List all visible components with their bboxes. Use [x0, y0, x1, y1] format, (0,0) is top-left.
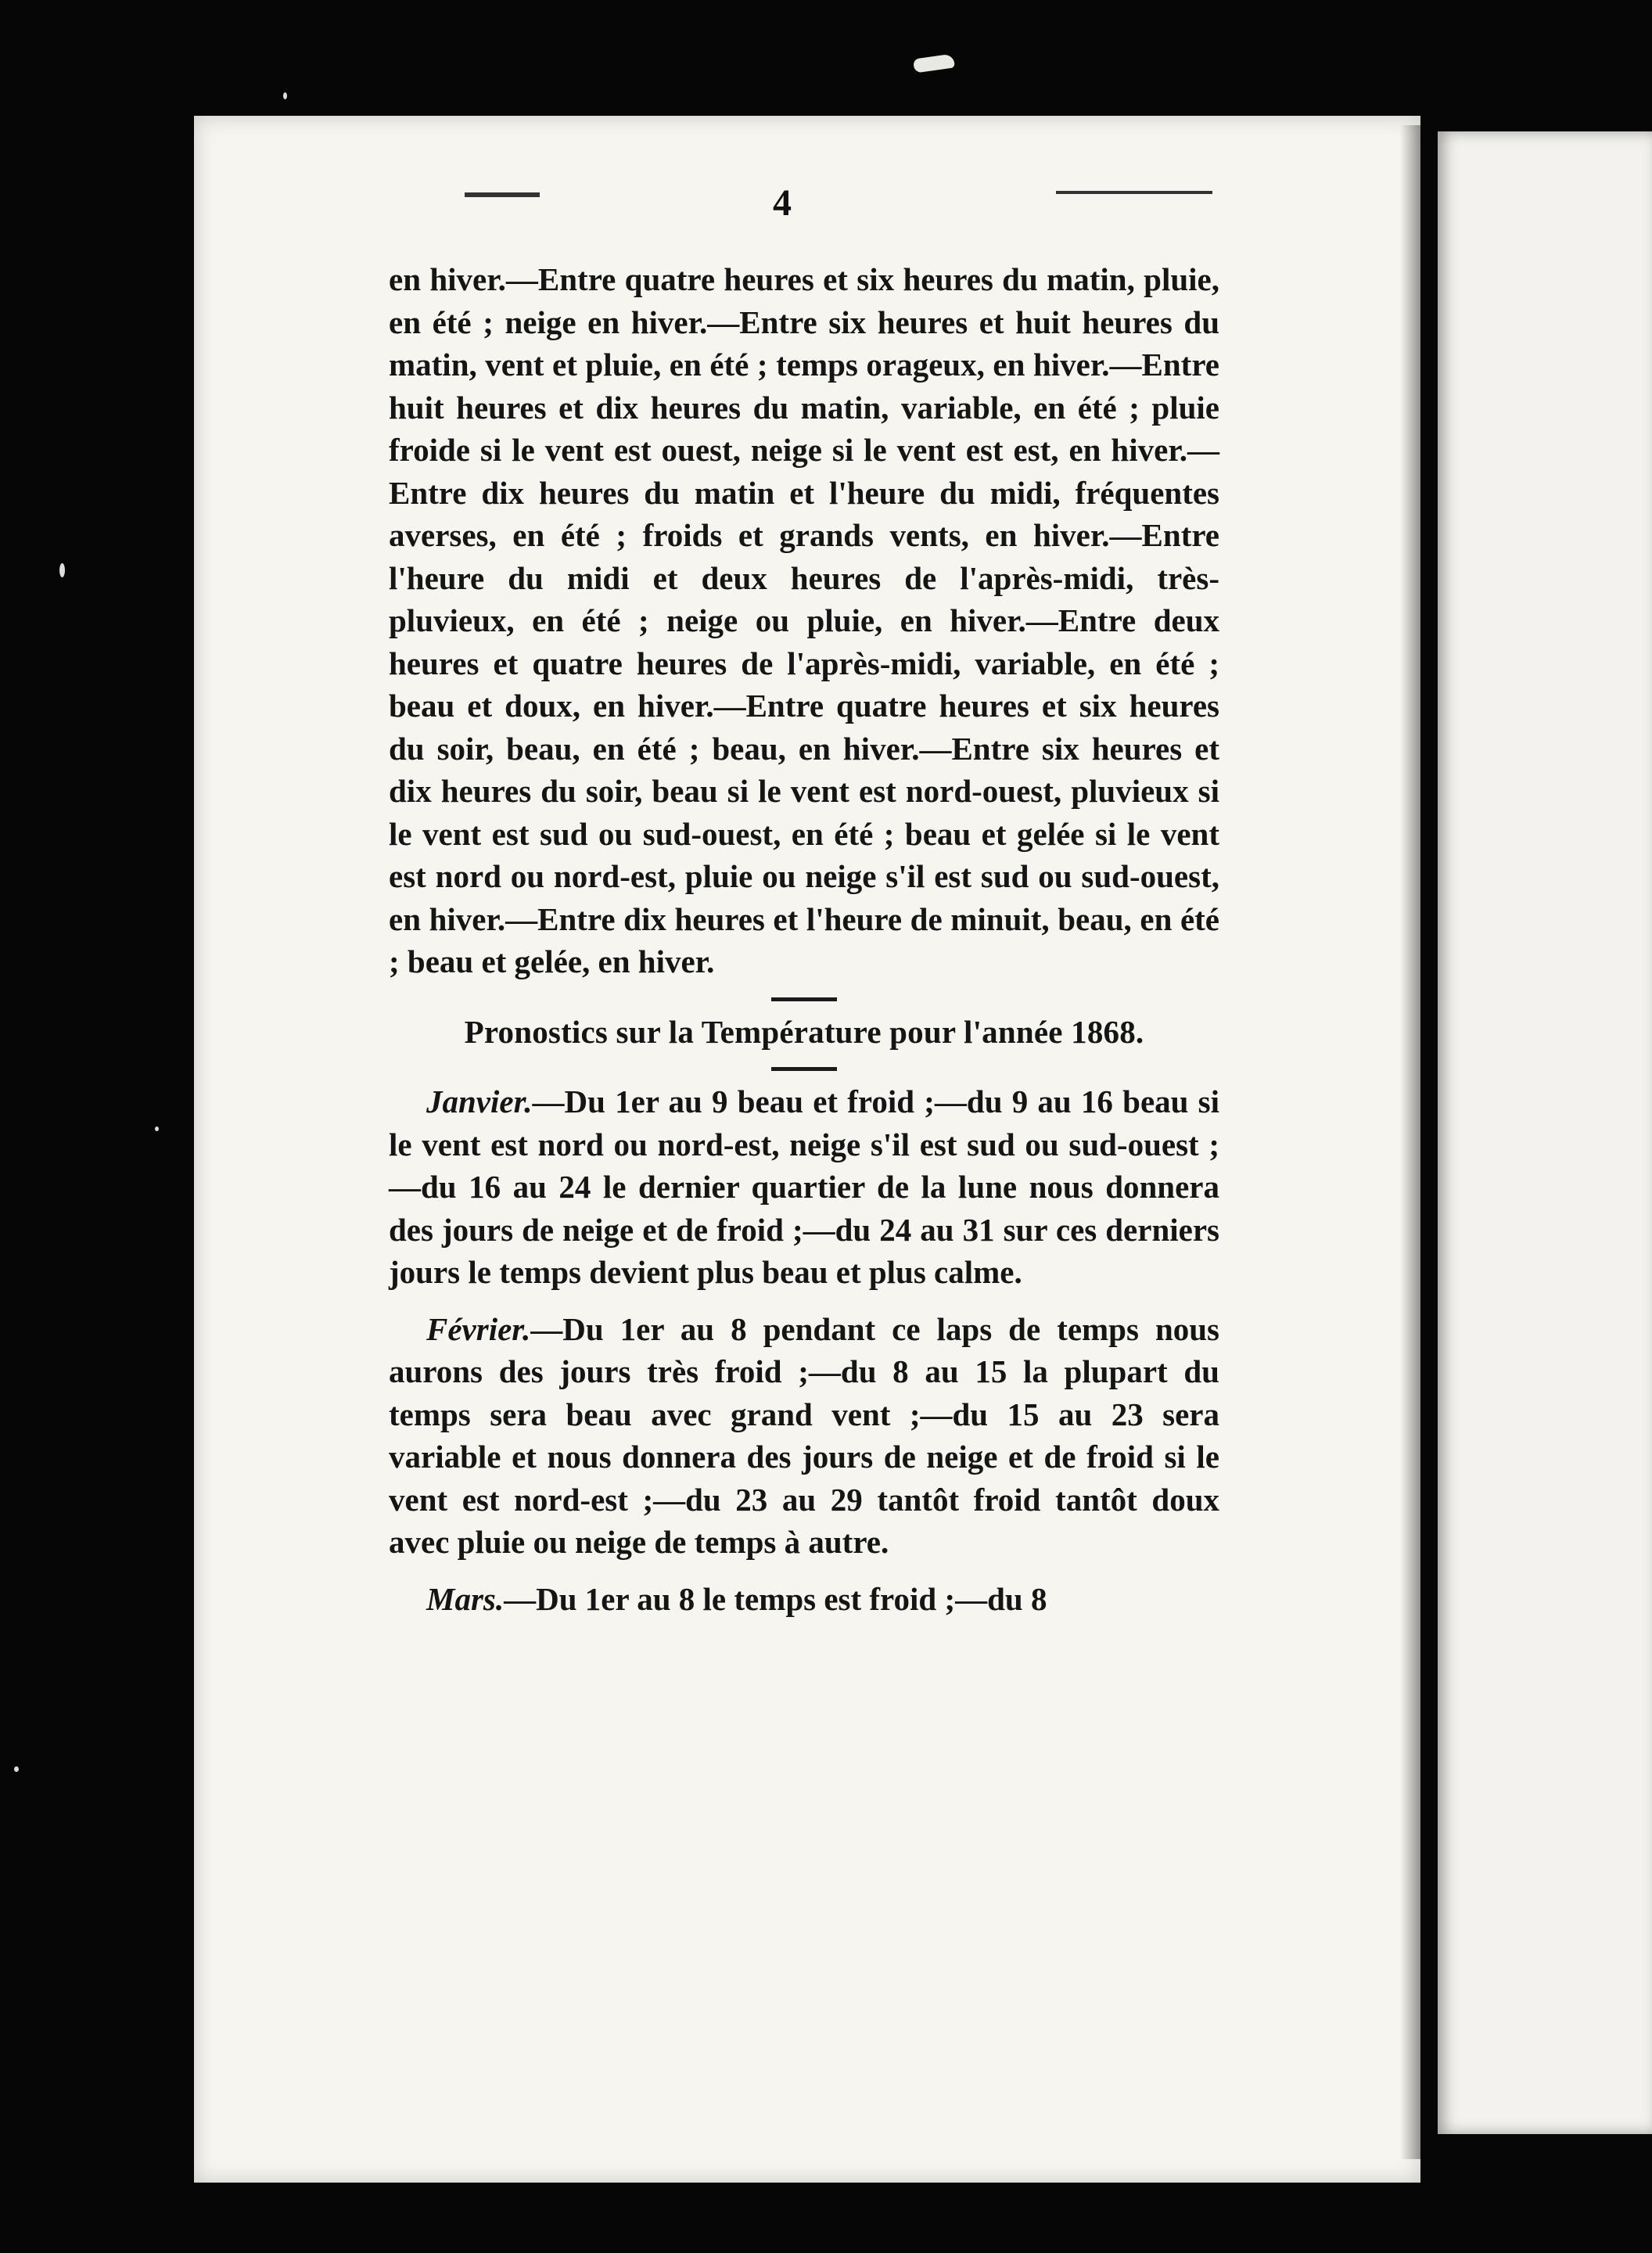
page-gutter-shadow [1400, 125, 1420, 2159]
month-label-fevrier: Février. [426, 1310, 531, 1347]
fevrier-text: —Du 1er au 8 pendant ce laps de temps nous aurons des jours très froid ;—du 8 au 15 la plupart du temps sera beau avec grand vent ;—du 15 au 23 sera variable et nous donnera des jours de neige et de froid si le vent est nord-est ;—du 23 au 29 tantôt froid tantôt doux avec pluie ou neige de temps à autre. [389, 1310, 1219, 1560]
paragraph-mars [389, 1578, 1219, 1621]
scan-speck [155, 1126, 159, 1131]
mars-text: —Du 1er au 8 le temps est froid ;—du 8 [504, 1580, 1047, 1617]
paragraph-fevrier [389, 1308, 1219, 1564]
section-title: Pronostics sur la Température pour l'année 1868. [464, 1013, 1144, 1050]
scan-speck [14, 1766, 19, 1772]
section-rule-top [771, 997, 837, 1001]
header-mark-left [465, 192, 540, 197]
paragraph-gap [389, 1294, 1219, 1308]
page-number: 4 [773, 182, 792, 224]
scan-speck [283, 92, 287, 99]
section-rule-bottom [771, 1067, 837, 1071]
janvier-text: —Du 1er au 9 beau et froid ;—du 9 au 16 beau si le vent est nord ou nord-est, neige s'il est sud ou sud-ouest ;—du 16 au 24 le dernier quartier de la lune nous donnera des jours de neige et de froid ;—du 24 au 31 sur ces derniers jours le temps devient plus beau et plus calme. [389, 1083, 1219, 1290]
main-text-column [389, 258, 1219, 1620]
month-label-janvier: Janvier. [426, 1083, 533, 1119]
month-label-mars: Mars. [426, 1580, 505, 1617]
paragraph-janvier [389, 1080, 1219, 1294]
header-mark-right [1056, 191, 1212, 194]
scan-speck [59, 563, 65, 577]
paragraph-hourly-forecast: en hiver.—Entre quatre heures et six heures du matin, pluie, en été ; neige en hiver.—Entre six heures et huit heures du matin, vent et pluie, en été ; temps orageux, en hiver.—Entre huit heures et dix heures du matin, variable, en été ; pluie froide si le vent est ouest, neige si le vent est est, en hiver.—Entre dix heures du matin et l'heure du midi, fréquentes averses, en été ; froids et grands vents, en hiver.—Entre l'heure du midi et deux heures de l'après-midi, très-pluvieux, en été ; neige ou pluie, en hiver.—Entre deux heures et quatre heures de l'après-midi, variable, en été ; beau et doux, en hiver.—Entre quatre heures et six heures du soir, beau, en été ; beau, en hiver.—Entre six heures et dix heures du soir, beau si le vent est nord-ouest, pluvieux si le vent est sud ou sud-ouest, en été ; beau et gelée si le vent est nord ou nord-est, pluie ou neige s'il est sud ou sud-ouest, en hiver.—Entre dix heures et l'heure de minuit, beau, en été ; beau et gelée, en hiver. [389, 261, 1219, 979]
scan-ink-mark [913, 53, 955, 73]
facing-page-edge [1438, 131, 1652, 2134]
paragraph-gap [389, 1564, 1219, 1578]
